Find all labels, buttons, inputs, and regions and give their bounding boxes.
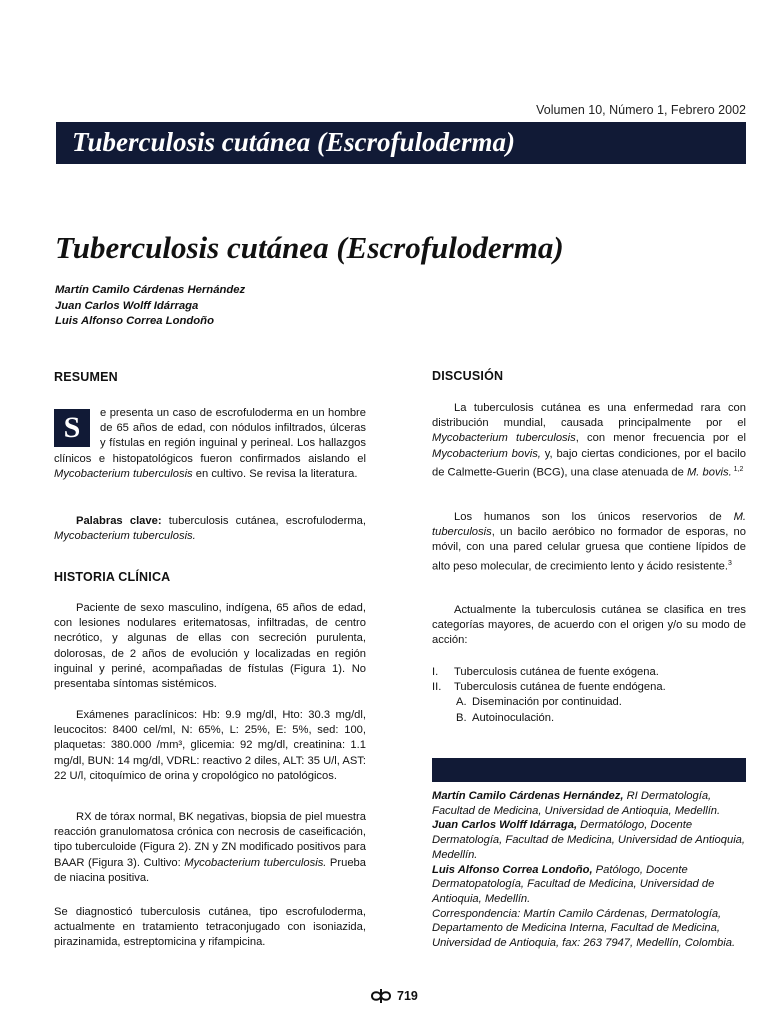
issue-info: Volumen 10, Número 1, Febrero 2002 <box>536 103 746 117</box>
author-name: Martín Camilo Cárdenas Hernández <box>55 284 246 296</box>
page-number: 719 <box>397 989 418 1003</box>
discusion-p3: Actualmente la tuberculosis cutánea se clasifica en tres categorías mayores, de acuerdo con el origen y/o su modo de acción: <box>432 604 746 647</box>
affiliation-entry: Luis Alfonso Correa Londoño, Patólogo, Docente Dermatopatología, Facultad de Medicina, Universidad de Antioquia, Medellín. <box>432 863 715 905</box>
resumen-body <box>54 406 366 482</box>
classification-list <box>432 665 746 726</box>
historia-p4: Se diagnosticó tuberculosis cutánea, tipo escrofuloderma, actualmente en tratamiento tetraconjugado con isoniazida, pirazinamida, estreptomicina y rifampicina. <box>54 906 366 949</box>
author-name: Luis Alfonso Correa Londoño <box>55 315 214 327</box>
journal-logo-icon <box>368 988 394 1004</box>
resumen-heading: RESUMEN <box>54 370 118 384</box>
historia-heading: HISTORIA CLÍNICA <box>54 570 171 584</box>
historia-p1: Paciente de sexo masculino, indígena, 65 años de edad, con lesiones nodulares eritematosas, infiltradas, de centro necrótico, y algunas de ellas con secreción purulenta, dolorosas, de 2 años de evolución y localizadas en región inguinal y periné, acompañadas de fístulas (Figura 1). No presentaba síntomas sistémicos. <box>54 602 366 691</box>
discusion-p2: Los humanos son los únicos reservorios de M. tuberculosis, un bacilo aeróbico no formador de esporas, no móvil, con una pared celular gruesa que contiene lípidos de alto peso molecular, de crecimiento lento y ácido resistente.$^3$ <box>432 511 746 573</box>
correspondence: Correspondencia: Martín Camilo Cárdenas, Dermatología, Departamento de Medicina Interna, Facultad de Medicina, Universidad de Antioquia, fax: 263 7947, Medellín, Colombia. <box>432 907 736 950</box>
title-banner <box>56 122 746 164</box>
affiliation-entry: Martín Camilo Cárdenas Hernández, RI Dermatología, Facultad de Medicina, Universidad de Antioquia, Medellín. <box>432 790 721 817</box>
page-footer <box>368 988 418 1004</box>
discusion-heading: DISCUSIÓN <box>432 369 504 383</box>
discusion-p1: La tuberculosis cutánea es una enfermedad rara con distribución mundial, causada principalmente por el Mycobacterium tuberculosis, con menor frecuencia por el Mycobacterium bovis, y, bajo ciertas condiciones, por el bacilo de Calmette-Guerin (BCG), una clase atenuada de M. bovis. $^{1,2}$ <box>432 402 746 479</box>
article-title: Tuberculosis cutánea (Escrofuloderma) <box>55 230 564 265</box>
keywords: Palabras clave: tuberculosis cutánea, escrofuloderma, Mycobacterium tuberculosis. <box>54 515 367 543</box>
author-name: Juan Carlos Wolff Idárraga <box>55 299 199 312</box>
historia-p3: RX de tórax normal, BK negativas, biopsia de piel muestra reacción granulomatosa crónica con necrosis de caseificación, tipo tuberculoide (Figura 2). ZN y ZN modificado positivos para BAAR (Figura 3). Cultivo: Mycobacterium tuberculosis. Prueba de niacina positiva. <box>54 811 366 884</box>
list-item: B. Autoinoculación. <box>456 711 555 724</box>
keywords-label: Palabras clave: <box>76 515 162 527</box>
affiliations <box>432 789 746 951</box>
drop-cap: S <box>54 409 90 447</box>
affiliation-divider-bar <box>432 758 746 782</box>
affiliation-entry: Juan Carlos Wolff Idárraga, Dermatólogo, Docente Dermatología, Facultad de Medicina, Universidad de Antioquia, Medellín. <box>432 819 746 861</box>
list-item: II. Tuberculosis cutánea de fuente endógena. <box>432 681 666 694</box>
author-list <box>55 283 245 330</box>
historia-p2: Exámenes paraclínicos: Hb: 9.9 mg/dl, Hto: 30.3 mg/dl, leucocitos: 8400 cel/ml, N: 65%, L: 25%, E: 5%, sed: 100, plaquetas: 380.000 /mm³, glicemia: 92 mg/dl, creatinina: 1.1 mg/dl, BUN: 14 mg/dl, VDRL: reactivo 2 diles, ALT: 35 U/l, AST: 22 U/l, citoquímico de orina y cropológico no patológicos. <box>54 709 366 782</box>
list-item: A. Diseminación por continuidad. <box>456 696 622 709</box>
banner-title: Tuberculosis cutánea (Escrofuloderma) <box>72 127 516 157</box>
resumen-text: e presenta un caso de escrofuloderma en un hombre de 65 años de edad, con nódulos infiltrados, úlceras y fístulas en región inguinal y perineal. Los hallazgos clínicos e histopatológicos fueron confirmados aislando el Mycobacterium tuberculosis en cultivo. Se revisa la literatura. <box>54 407 366 480</box>
list-item: I. Tuberculosis cutánea de fuente exógena. <box>432 666 659 678</box>
